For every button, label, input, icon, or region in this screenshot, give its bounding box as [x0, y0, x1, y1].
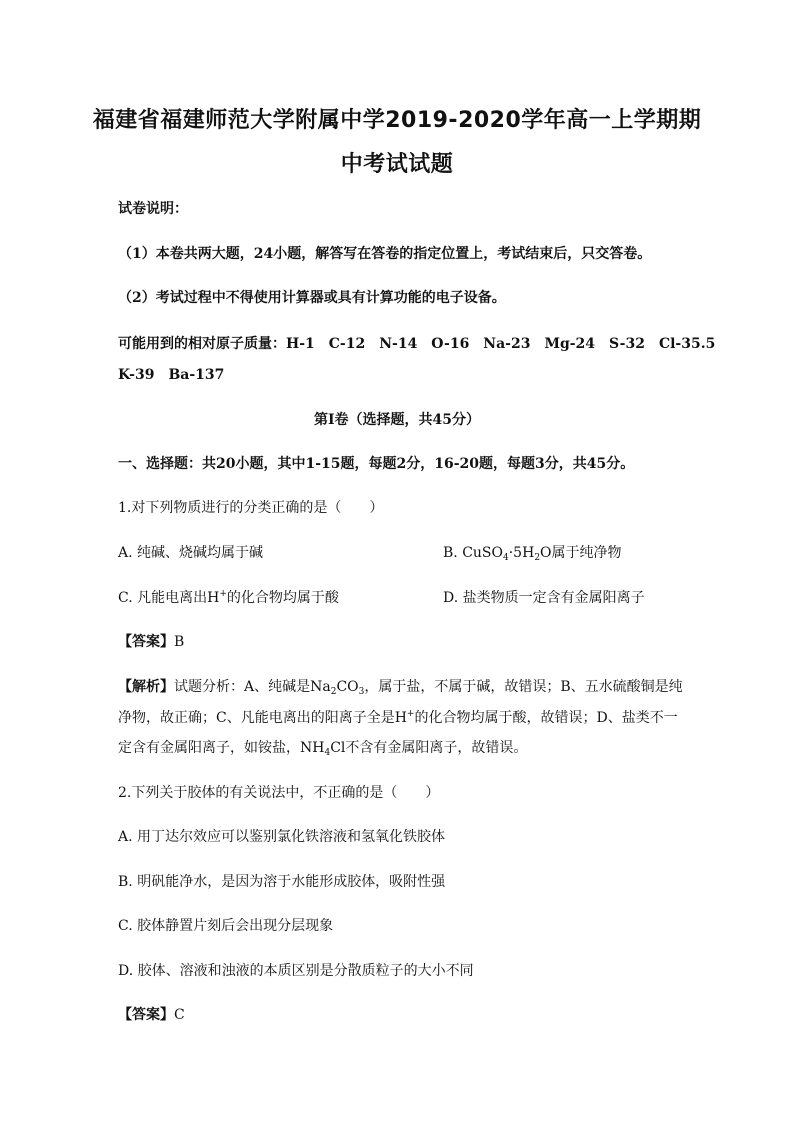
q1-option-b: B. $CuSO_4\cdot 5H_2O$属于纯净物: [443, 545, 622, 563]
q1-stem: 1.对下列物质进行的分类正确的是（ ）: [118, 500, 384, 516]
exam-title-line1: 福建省福建师范大学附属中学2019-2020学年高一上学期期: [92, 108, 702, 133]
section-title: 第Ⅰ卷（选择题，共45分）: [313, 412, 481, 428]
q1-analysis-line3: 定含有金属阳离子，如铵盐，$NH_4Cl$不含有金属阳离子，故错误。: [118, 740, 528, 758]
q2-option-c: C. 胶体静置片刻后会出现分层现象: [118, 918, 334, 934]
instructions-heading: 试卷说明：: [118, 201, 188, 217]
q2-stem: 2.下列关于胶体的有关说法中，不正确的是（ ）: [118, 785, 440, 801]
atomic-masses-line2: K-39 Ba-137: [118, 367, 225, 383]
q2-option-d: D. 胶体、溶液和浊液的本质区别是分散质粒子的大小不同: [118, 963, 474, 979]
q1-option-c: C. 凡能电离出H+的化合物均属于酸: [118, 589, 339, 606]
section-heading: 一、选择题：共20小题，其中1-15题，每题2分，16-20题，每题3分，共45分。: [118, 456, 635, 472]
q1-analysis-line2: 净物，故正确；C、凡能电离出的阳离子全是H+的化合物均属于酸，故错误；D、盐类不一: [118, 709, 678, 726]
instruction-item-1: （1）本卷共两大题，24小题，解答写在答卷的指定位置上，考试结束后，只交答卷。: [118, 246, 652, 262]
q1-option-a: A. 纯碱、烧碱均属于碱: [118, 545, 264, 561]
q2-answer: 【答案】C: [118, 1007, 185, 1023]
exam-title-line2: 中考试试题: [340, 152, 454, 177]
q1-answer: 【答案】B: [118, 634, 185, 650]
q1-option-d: D. 盐类物质一定含有金属阳离子: [443, 590, 645, 606]
atomic-masses-line1: 可能用到的相对原子质量：H-1 C-12 N-14 O-16 Na-23 Mg-24 S-32 Cl-35.5: [118, 336, 716, 352]
q1-analysis-line1: 【解析】试题分析：A、纯碱是$Na_2CO_3$，属于盐，不属于碱，故错误；B、五水硫酸铜是纯: [118, 679, 683, 697]
instruction-item-2: （2）考试过程中不得使用计算器或具有计算功能的电子设备。: [118, 290, 506, 306]
q2-option-a: A. 用丁达尔效应可以鉴别氯化铁溶液和氢氧化铁胶体: [118, 829, 446, 845]
q2-option-b: B. 明矾能净水，是因为溶于水能形成胶体，吸附性强: [118, 874, 446, 890]
